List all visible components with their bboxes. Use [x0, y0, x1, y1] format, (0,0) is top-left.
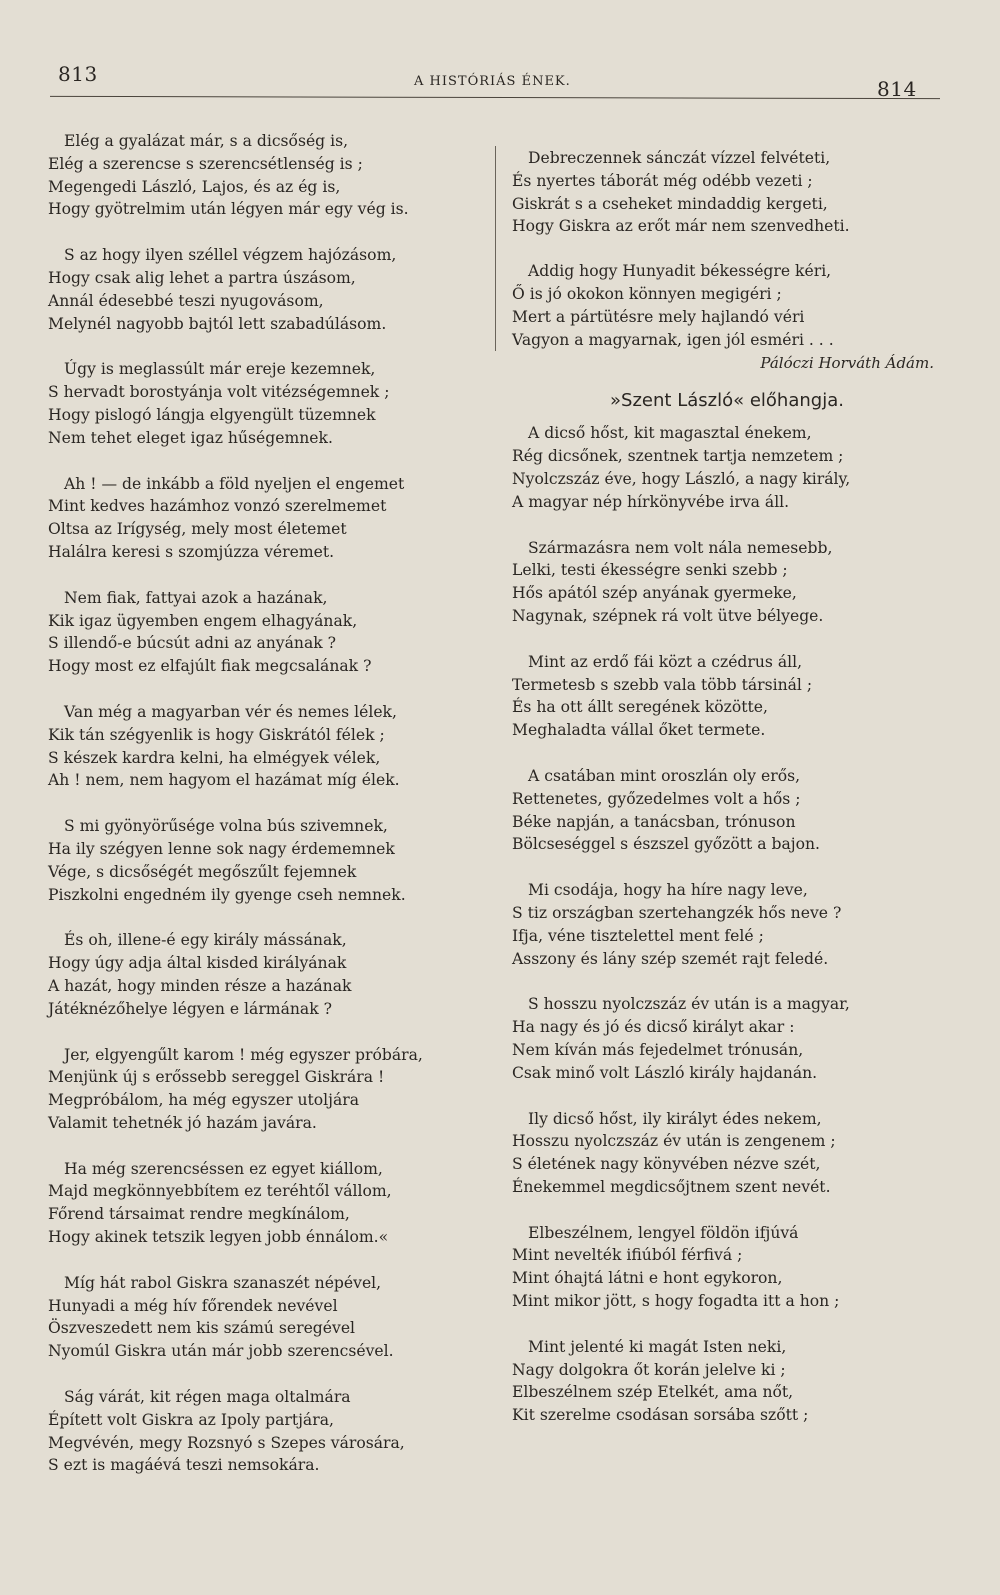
stanza — [48, 130, 488, 221]
verse-line: Lelki, testi ékességre senki szebb ; — [512, 561, 788, 580]
stanza — [48, 244, 488, 335]
stanza — [48, 1044, 488, 1135]
verse-line: Mi csodája, hogy ha híre nagy leve, — [528, 881, 808, 900]
verse-line: Ha még szerencséssen ez egyet kiállom, — [64, 1159, 383, 1178]
verse-line: Hogy Giskra az erőt már nem szenvedheti. — [512, 217, 850, 236]
verse-line: Elbeszélnem szép Etelkét, ama nőt, — [512, 1383, 794, 1402]
verse-line: Asszony és lány szép szemét rajt feledé. — [512, 949, 829, 968]
verse-line: Elég a gyalázat már, s a dicsőség is, — [64, 132, 349, 150]
stanza — [48, 587, 488, 678]
verse-line: Hogy csak alig lehet a partra úszásom, — [48, 268, 356, 287]
verse-line: A hazát, hogy minden része a hazának — [48, 976, 352, 995]
verse-line: Annál édesebbé teszi nyugovásom, — [48, 291, 324, 310]
poem-title: »Szent László« előhangja. — [610, 390, 844, 412]
verse-line: Nem kíván más fejedelmet trónusán, — [512, 1040, 804, 1059]
verse-line: Mint mikor jött, s hogy fogadta itt a hon ; — [512, 1292, 840, 1311]
stanza — [512, 1336, 942, 1427]
verse-line: Menjünk új s erőssebb sereggel Giskrára ! — [48, 1068, 385, 1087]
stanza — [512, 765, 942, 856]
verse-line: Ő is jó okokon könnyen megigéri ; — [512, 284, 782, 303]
verse-line: Ha nagy és jó és dicső királyt akar : — [512, 1018, 795, 1037]
verse-line: Elég a szerencse s szerencsétlenség is ; — [48, 154, 363, 173]
verse-line: S készek kardra kelni, ha elmégyek vélek, — [48, 748, 381, 767]
left-column — [48, 130, 488, 1477]
verse-line: És ha ott állt seregének közötte, — [512, 698, 768, 717]
verse-line: Épített volt Giskra az Ipoly partjára, — [48, 1410, 334, 1429]
verse-line: Melynél nagyobb bajtól lett szabadúlásom. — [48, 314, 387, 333]
verse-line: Meghaladta vállal őket termete. — [512, 721, 766, 740]
verse-line: Termetesb s szebb vala több társinál ; — [512, 675, 813, 694]
verse-line: S tiz országban szertehangzék hős neve ? — [512, 903, 842, 922]
verse-line: Bölcseséggel s észszel győzött a bajon. — [512, 835, 820, 854]
verse-line: Mint kedves hazámhoz vonzó szerelmemet — [48, 497, 387, 516]
verse-line: Mint az erdő fái közt a czédrus áll, — [528, 652, 803, 671]
author-signature: Pálóczi Horváth Ádám. — [760, 354, 934, 373]
verse-line: Hős apától szép anyának gyermeke, — [512, 584, 797, 603]
stanza — [48, 815, 488, 906]
verse-line: Játéknézőhelye légyen e lármának ? — [48, 999, 332, 1018]
running-head: A HISTÓRIÁS ÉNEK. — [414, 74, 571, 89]
verse-line: Kik tán szégyenlik is hogy Giskrától félek ; — [48, 725, 385, 744]
stanza — [48, 929, 488, 1020]
stanza — [512, 260, 942, 351]
verse-line: Nagy dolgokra őt korán jelelve ki ; — [512, 1360, 786, 1379]
verse-line: Nyomúl Giskra után már jobb szerencsével. — [48, 1342, 394, 1361]
verse-line: Oltsa az Irígység, mely most életemet — [48, 520, 347, 539]
verse-line: Hogy pislogó lángja elgyengült tüzemnek — [48, 405, 376, 424]
verse-line: Ifja, véne tisztelettel ment felé ; — [512, 926, 764, 945]
verse-line: Mert a pártütésre mely hajlandó véri — [512, 307, 805, 326]
verse-line: Hogy most ez elfajúlt fiak megcsalának ? — [48, 657, 372, 676]
verse-line: S hosszu nyolczszáz év után is a magyar, — [528, 995, 850, 1014]
verse-line: S életének nagy könyvében nézve szét, — [512, 1155, 821, 1174]
verse-line: Hosszu nyolczszáz év után is zengenem ; — [512, 1132, 836, 1151]
verse-line: Öszveszedett nem kis számú seregével — [48, 1319, 356, 1338]
verse-line: Míg hát rabol Giskra szanaszét népével, — [64, 1273, 382, 1292]
right-column — [512, 147, 942, 1427]
verse-line: Majd megkönnyebbítem ez teréhtől vállom, — [48, 1182, 392, 1201]
verse-line: Van még a magyarban vér és nemes lélek, — [64, 702, 397, 721]
verse-line: Vége, s dicsőségét megőszűlt fejemnek — [48, 862, 357, 881]
verse-line: Megvévén, megy Rozsnyó s Szepes városára, — [48, 1433, 405, 1452]
stanza — [512, 537, 942, 628]
verse-line: Ah ! — de inkább a föld nyeljen el engemet — [64, 474, 405, 493]
verse-line: Mint jelenté ki magát Isten neki, — [528, 1337, 787, 1356]
stanza — [512, 993, 942, 1084]
verse-line: Halálra keresi s szomjúzza véremet. — [48, 542, 335, 561]
verse-line: Valamit tehetnék jó hazám javára. — [48, 1113, 317, 1132]
verse-line: Giskrát s a cseheket mindaddig kergeti, — [512, 194, 828, 213]
verse-line: Ah ! nem, nem hagyom el hazámat míg élek. — [48, 771, 400, 790]
verse-line: Hunyadi a még hív főrendek nevével — [48, 1296, 338, 1315]
stanza — [512, 1222, 942, 1313]
verse-line: S hervadt borostyánja volt vitézségemnek ; — [48, 383, 390, 402]
verse-line: S mi gyönyörűsége volna bús szivemnek, — [64, 817, 388, 836]
stanza — [48, 473, 488, 564]
verse-line: S az hogy ilyen széllel végzem hajózásom, — [64, 246, 397, 265]
right-stanzas-after — [512, 422, 942, 1427]
verse-line: Megengedi László, Lajos, és az ég is, — [48, 177, 341, 196]
verse-line: Énekemmel megdicsőjtnem szent nevét. — [512, 1177, 831, 1196]
verse-line: Mint óhajtá látni e hont egykoron, — [512, 1269, 783, 1288]
verse-line: S ezt is magáévá teszi nemsokára. — [48, 1456, 320, 1475]
verse-line: Vagyon a magyarnak, igen jól esméri . . . — [512, 330, 834, 349]
verse-line: Kit szerelme csodásan sorsába szőtt ; — [512, 1406, 809, 1425]
verse-line: Rég dicsőnek, szentnek tartja nemzetem ; — [512, 447, 844, 466]
verse-line: Hogy gyötrelmim után légyen már egy vég is. — [48, 200, 409, 219]
verse-line: Ha ily szégyen lenne sok nagy érdememnek — [48, 839, 395, 858]
verse-line: Úgy is meglassúlt már ereje kezemnek, — [64, 360, 376, 379]
verse-line: Nyolczszáz éve, hogy László, a nagy király, — [512, 469, 851, 488]
verse-line: Béke napján, a tanácsban, trónuson — [512, 812, 796, 831]
verse-line: Addig hogy Hunyadit békességre kéri, — [528, 262, 832, 281]
header-rule — [50, 96, 940, 99]
verse-line: És nyertes táborát még odébb vezeti ; — [512, 171, 813, 190]
verse-line: Nem fiak, fattyai azok a hazának, — [64, 588, 328, 607]
stanza — [512, 422, 942, 513]
verse-line: Származásra nem volt nála nemesebb, — [528, 538, 833, 557]
stanza — [48, 358, 488, 449]
verse-line: Jer, elgyengűlt karom ! még egyszer próbára, — [64, 1045, 423, 1064]
verse-line: Elbeszélnem, lengyel földön ifjúvá — [528, 1223, 799, 1242]
verse-line: Hogy akinek tetszik legyen jobb énnálom.« — [48, 1228, 389, 1247]
verse-line: S illendő-e búcsút adni az anyának ? — [48, 634, 337, 653]
verse-line: Piszkolni engedném ily gyenge cseh nemnek. — [48, 885, 406, 904]
verse-line: Mint nevelték ifiúból férfivá ; — [512, 1246, 743, 1265]
column-divider — [495, 146, 496, 351]
stanza — [512, 651, 942, 742]
verse-line: Ily dicső hőst, ily királyt édes nekem, — [528, 1109, 822, 1128]
right-stanzas-before — [512, 147, 942, 351]
verse-line: Hogy úgy adja által kisded királyának — [48, 954, 347, 973]
verse-line: Nagynak, szépnek rá volt ütve bélyege. — [512, 606, 824, 625]
verse-line: A dicső hőst, kit magasztal énekem, — [528, 424, 812, 443]
stanza — [512, 147, 942, 238]
verse-line: Megpróbálom, ha még egyszer utoljára — [48, 1091, 360, 1110]
verse-line: Főrend társaimat rendre megkínálom, — [48, 1205, 350, 1224]
verse-line: És oh, illene-é egy király mássának, — [64, 931, 347, 950]
verse-line: Kik igaz ügyemben engem elhagyának, — [48, 611, 358, 630]
verse-line: A magyar nép hírkönyvébe irva áll. — [512, 492, 790, 511]
verse-line: A csatában mint oroszlán oly erős, — [528, 766, 801, 785]
verse-line: Debreczennek sánczát vízzel felvéteti, — [528, 149, 831, 167]
stanza — [48, 1272, 488, 1363]
stanza — [48, 1158, 488, 1249]
verse-line: Csak minő volt László király hajdanán. — [512, 1063, 818, 1082]
stanza — [48, 701, 488, 792]
page-number-left: 813 — [58, 62, 98, 86]
verse-line: Nem tehet eleget igaz hűségemnek. — [48, 428, 333, 447]
page-number-right: 814 — [877, 77, 917, 101]
verse-line: Rettenetes, győzedelmes volt a hős ; — [512, 789, 801, 808]
verse-line: Ság várát, kit régen maga oltalmára — [64, 1388, 351, 1407]
stanza — [512, 879, 942, 970]
stanza — [48, 1386, 488, 1477]
stanza — [512, 1108, 942, 1199]
